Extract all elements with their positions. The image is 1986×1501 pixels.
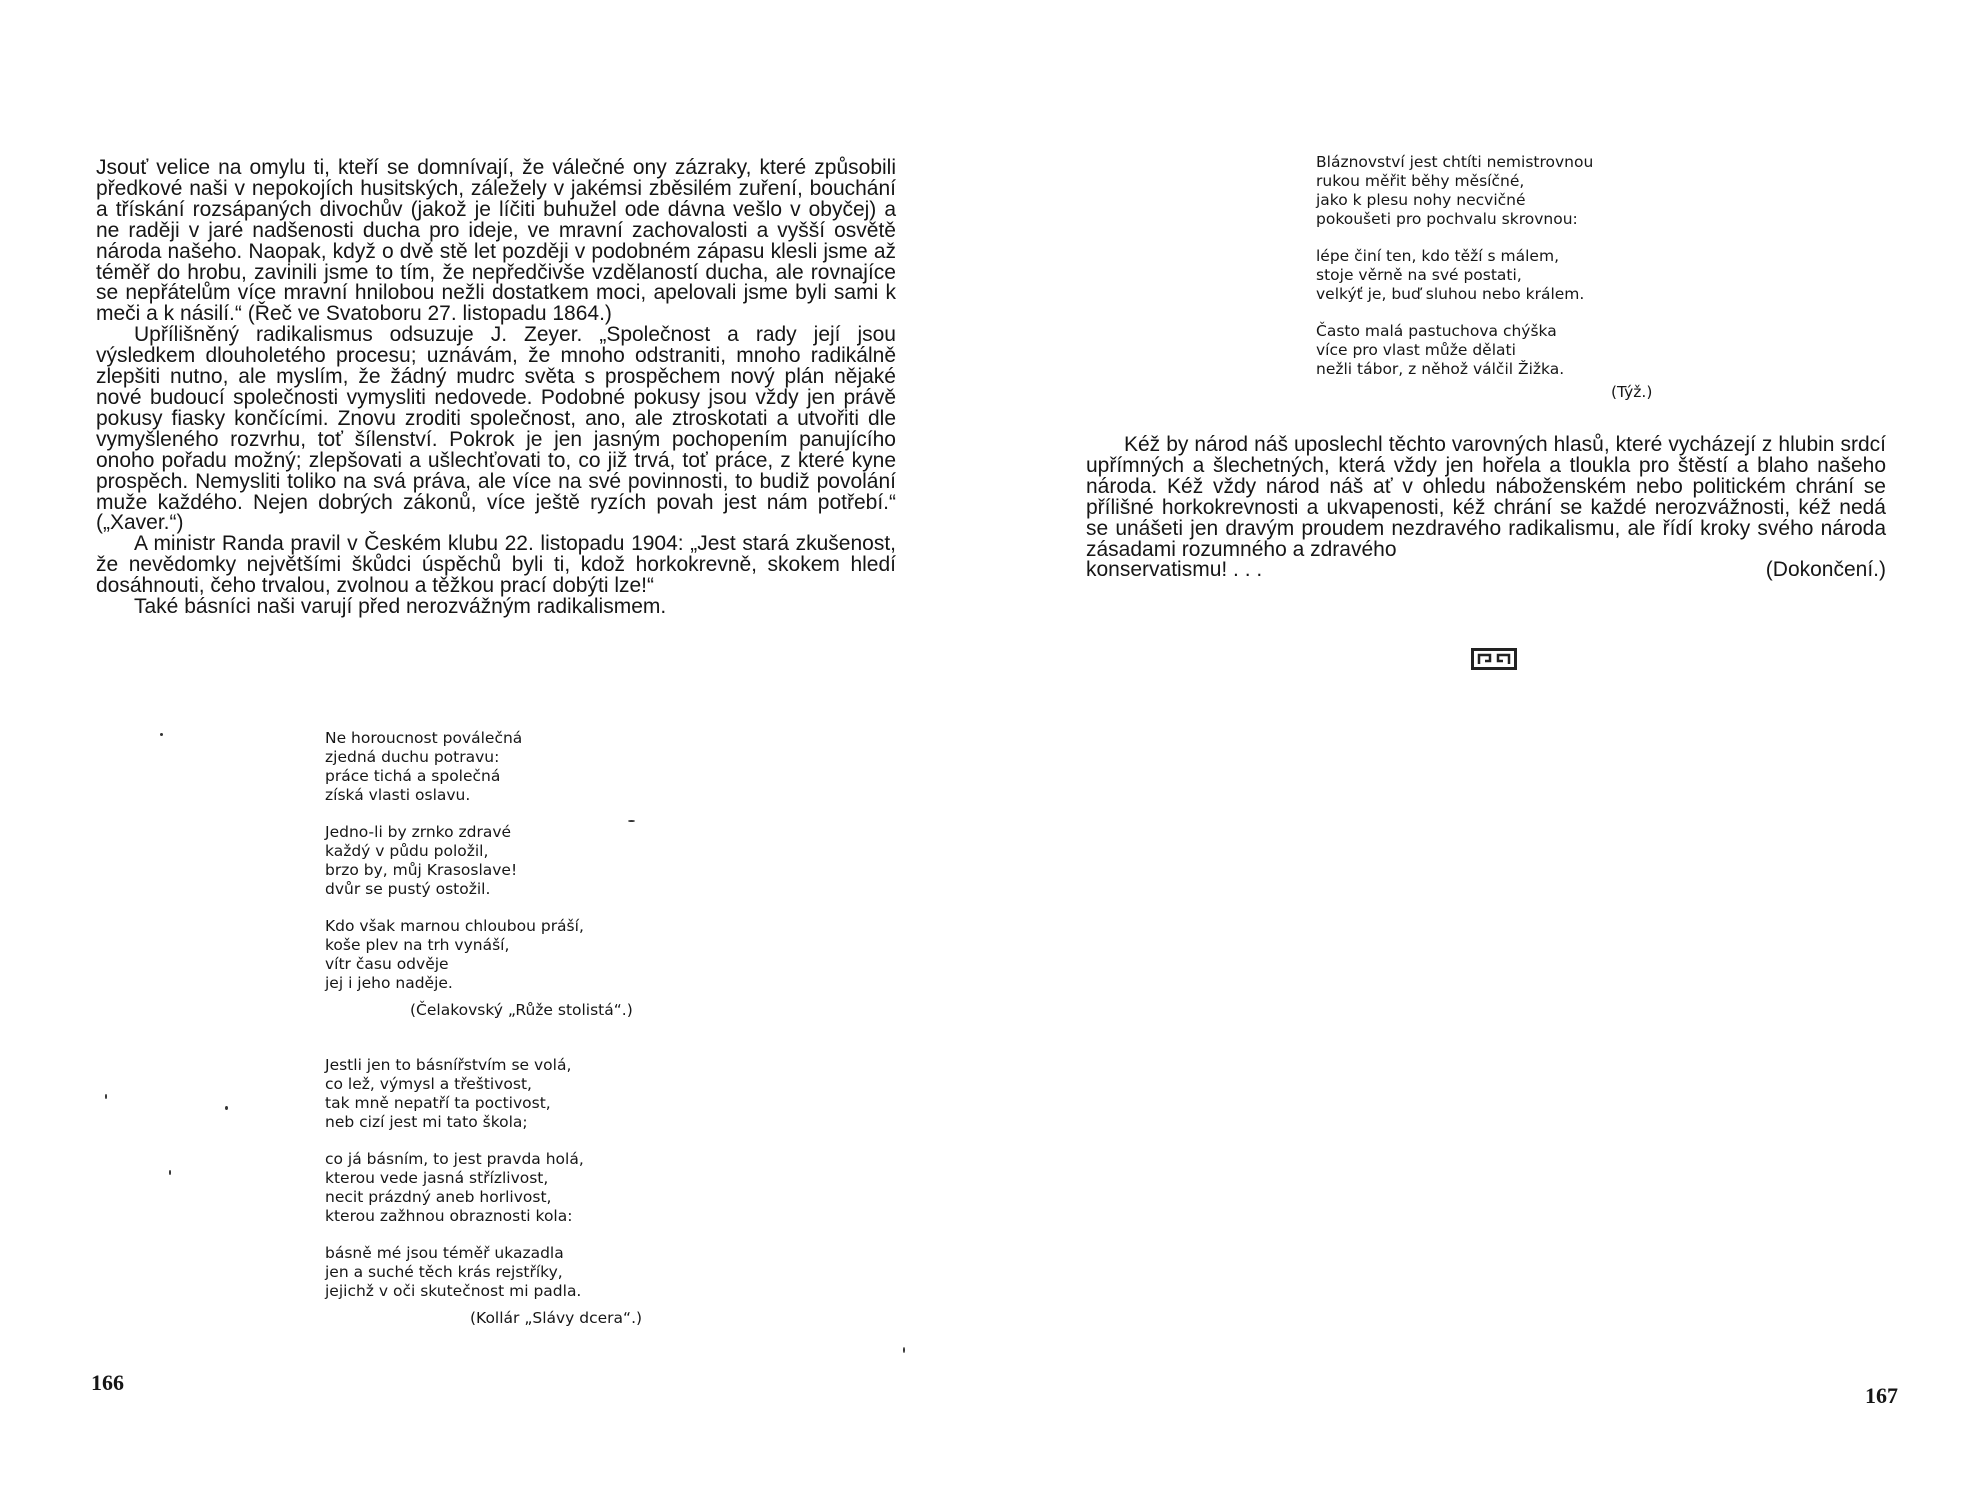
print-speck [169,1170,171,1175]
stanza [325,917,745,993]
verse-line: jejichž v oči skutečnost mi padla. [325,1282,582,1300]
print-speck [160,733,163,736]
poem-attribution: (Týž.) [1611,383,1653,401]
verse-line: lépe činí ten, kdo těží s málem, [1316,247,1559,265]
continued-note: (Dokončení.) [1765,558,1886,582]
closing-line [1086,560,1886,581]
verse-line: stoje věrně na své postati, [1316,266,1522,284]
verse-line: rukou měřit běhy měsíčné, [1316,172,1525,190]
verse-line: každý v půdu položil, [325,842,489,860]
page-number: 167 [1865,1383,1898,1408]
verse-line: tak mně nepatří ta poctivost, [325,1094,551,1112]
print-speck [225,1106,228,1110]
verse-line: vítr času odvěje [325,955,449,973]
print-speck [628,820,635,822]
stanza [325,729,745,805]
verse-line: pokoušeti pro pochvalu skrovnou: [1316,210,1578,228]
verse-line: koše plev na trh vynáší, [325,936,510,954]
verse-line: jej i jeho naděje. [325,974,453,992]
verse-line: Ne horoucnost poválečná [325,729,523,747]
verse-line: velkýť je, buď sluhou nebo králem. [1316,285,1585,303]
verse-line: Jestli jen to básnířstvím se volá, [325,1056,572,1074]
poem-attribution: (Kollár „Slávy dcera“.) [470,1309,643,1327]
verse-line: co já básním, to jest pravda holá, [325,1150,584,1168]
verse-line: nežli tábor, z něhož válčil Žižka. [1316,360,1565,378]
paragraph-4: Také básníci naši varují před nerozvážným radikalismem. [134,595,667,619]
verse-line: básně mé jsou téměř ukazadla [325,1244,564,1262]
print-speck [105,1094,107,1099]
verse-line: dvůr se pustý ostožil. [325,880,491,898]
stanza [325,823,745,899]
verse-line: co lež, výmysl a třeštivost, [325,1075,532,1093]
verse-line: Kdo však marnou chloubou práší, [325,917,584,935]
verse-line: kterou zažhnou obraznosti kola: [325,1207,573,1225]
stanza [1316,153,1736,229]
verse-line: jako k plesu nohy necvičné [1316,191,1526,209]
verse-line: kterou vede jasná střízlivost, [325,1169,549,1187]
verse-line: práce tichá a společná [325,767,501,785]
verse-line: získá vlasti oslavu. [325,786,471,804]
verse-line: brzo by, můj Krasoslave! [325,861,518,879]
verse-line: Bláznovství jest chtíti nemistrovnou [1316,153,1594,171]
stanza [1316,322,1736,379]
verse-line: zjedná duchu potravu: [325,748,500,766]
stanza [1316,247,1736,304]
section-ornament-icon [1471,648,1517,670]
verse-line: více pro vlast může dělati [1316,341,1516,359]
paragraph-2: Upřílišněný radikalismus odsuzuje J. Zeyer. „Společnost a rady její jsou výsledkem dlouholetého procesu; uznávám, že mnoho odstraniti, mnoho radikálně zlepšiti nutno, ale myslím, že žádný mudrc světa s prospěchem nový plán nějaké nové budoucí společnosti vymysliti nedovede. Podobné pokusy jsou vždy jen právě pokusy fiasky končícími. Znovu zroditi společnost, ano, ale ztroskotati a utvořiti dle vymyšleného rozvrhu, toť šílenství. Pokrok je jen jasným pochopením panujícího onoho pořadu možný; zlepšovati a ušlechťovati to, co již trvá, toť práce, z které kyne prospěch. Nemysliti toliko na svá práva, ale více na své povinnosti, to budiž povolání muže každého. Nejen dobrých zákonů, více ještě ryzích povah jest nám potřebí.“ („Xaver.“) [96,323,896,535]
closing-word: konservatismu! . . . [1086,558,1263,582]
page-number: 166 [91,1370,124,1395]
stanza [325,1150,745,1226]
stanza [325,1244,745,1301]
paragraph-1: Jsouť velice na omylu ti, kteří se domnívají, že válečné ony zázraky, které způsobili předkové naši v nepokojích husitských, záležely v jakémsi zběsilém zuření, bouchání a třískání rozsápaných divochův (jakož je líčiti buhužel ode dávna vešlo v obyčej) a ne raději v jaré nadšenosti ducha pro ideje, ve mravní zachovalosti a vyšší osvětě národa našeho. Naopak, když o dvě stě let později v podobném zápasu klesli jsme až téměř do hrobu, zavinili jsme to tím, že nepředčivše vzdělaností ducha, ale rovnajíce se nepřátelům více mravní hnilobou nežli dostatkem moci, apelovali jsme byli sami k meči a k násilí.“ (Řeč ve Svatoboru 27. listopadu 1864.) [96,156,896,326]
print-speck [903,1347,905,1353]
poem-attribution: (Čelakovský „Růže stolistá“.) [410,1001,633,1019]
verse-block-left [325,729,745,1328]
paragraph-3: A ministr Randa pravil v Českém klubu 22. listopadu 1904: „Jest stará zkušenost, že nevědomky největšími škůdci úspěchů byli ti, kdož horkokrevně, skokem hledí dosáhnouti, čeho trvalou, zvolnou a těžkou prací dobýti lze!“ [96,532,896,598]
verse-line: Často malá pastuchova chýška [1316,322,1557,340]
left-prose [96,158,896,618]
verse-line: Jedno-li by zrnko zdravé [325,823,512,841]
verse-line: necit prázdný aneb horlivost, [325,1188,552,1206]
verse-block-right [1316,153,1736,402]
closing-paragraph: Kéž by národ náš uposlechl těchto varovných hlasů, které vycházejí z hlubin srdcí upřímných a šlechetných, která vždy jen hořela a tloukla pro štěstí a blaho našeho národa. Kéž vždy národ náš ať v ohledu náboženském nebo politickém chrání se přílišné horkokrevnosti a ukvapenosti, kéž chrání se každé nerozvážnosti, kéž nedá se unášeti jen dravým proudem nezdravého radikalismu, ale řídí kroky svého národa zásadami rozumného a zdravého [1086,433,1886,561]
right-prose [1086,435,1886,581]
verse-line: jen a suché těch krás rejstříky, [325,1263,563,1281]
verse-line: neb cizí jest mi tato škola; [325,1113,528,1131]
stanza [325,1056,745,1132]
